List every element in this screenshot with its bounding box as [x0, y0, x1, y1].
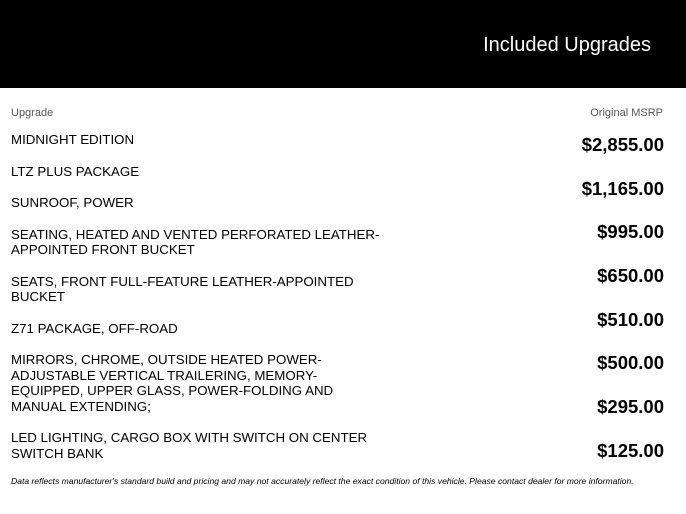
upgrade-price: $500.00 [597, 352, 664, 374]
upgrade-list [11, 132, 381, 477]
price-list [464, 134, 664, 484]
upgrade-price: $295.00 [597, 396, 664, 418]
upgrade-name: SEATS, FRONT FULL-FEATURE LEATHER-APPOINTED BUCKET [11, 273, 354, 304]
upgrade-price: $2,855.00 [581, 134, 664, 155]
upgrade-price: $650.00 [597, 265, 664, 287]
upgrade-name: LTZ PLUS PACKAGE [11, 163, 140, 179]
upgrade-name: MIRRORS, CHROME, OUTSIDE HEATED POWER-ADJUSTABLE VERTICAL TRAILERING, MEMORY-EQUIPPED, UPPER GLASS, POWER-FOLDING AND MANUAL EXTENDING; [11, 352, 334, 414]
upgrade-name: SUNROOF, POWER [11, 195, 134, 210]
upgrade-price: $510.00 [597, 308, 664, 330]
upgrade-name: Z71 PACKAGE, OFF-ROAD [11, 320, 178, 336]
page-title: Included Upgrades [483, 34, 651, 56]
upgrade-name: MIDNIGHT EDITION [11, 132, 135, 147]
upgrade-price: $995.00 [597, 221, 664, 243]
upgrade-price: $1,165.00 [581, 177, 664, 199]
upgrade-name: SEATING, HEATED AND VENTED PERFORATED LEATHER-APPOINTED FRONT BUCKET [11, 226, 380, 257]
disclaimer-text: Data reflects manufacturer's standard build and pricing and may not accurately reflect the exact condition of this vehicle. Please contact dealer for more information. [11, 476, 634, 486]
upgrade-name: LED LIGHTING, CARGO BOX WITH SWITCH ON CENTER SWITCH BANK [11, 430, 368, 461]
column-header-msrp: Original MSRP [590, 107, 663, 119]
header-bar [0, 0, 686, 88]
upgrade-price: $125.00 [597, 439, 664, 461]
column-header-upgrade: Upgrade [11, 107, 54, 119]
